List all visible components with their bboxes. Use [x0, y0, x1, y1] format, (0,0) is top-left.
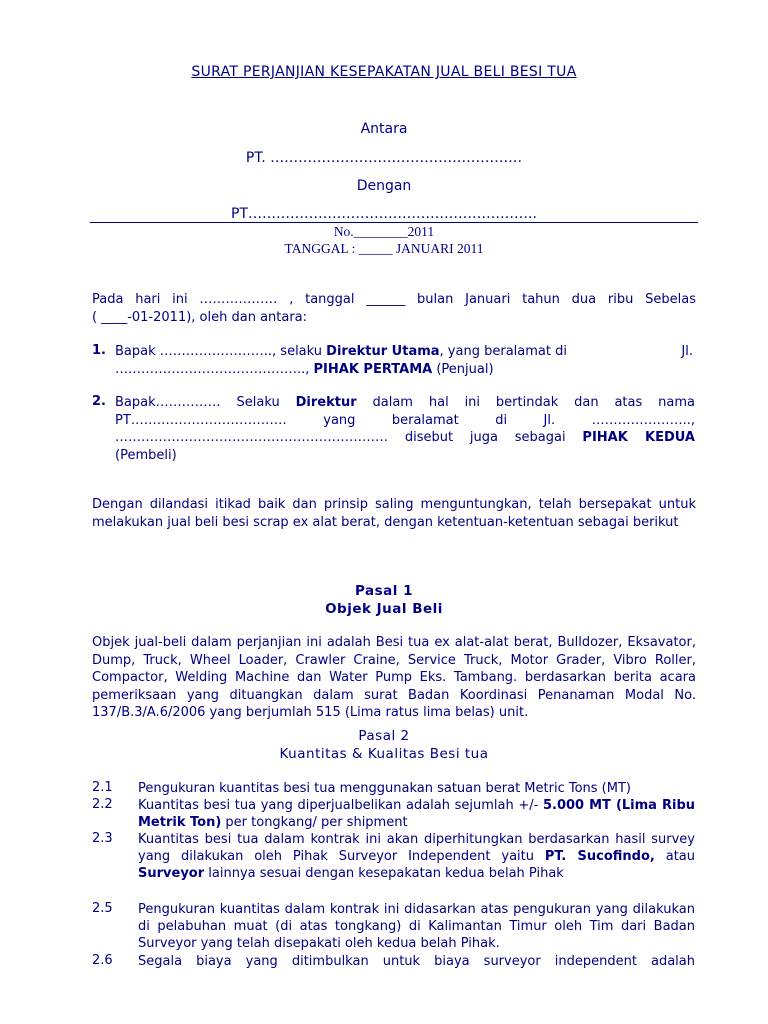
pasal-2-subheading: Kuantitas & Kualitas Besi tua — [279, 746, 489, 762]
party-1-address: …………………………………….., — [115, 361, 314, 377]
party-1-street: Jl. — [681, 344, 693, 359]
clause-2-2-part-a: Kuantitas besi tua yang diperjualbelikan adalah sejumlah +/- — [138, 798, 543, 813]
clause-2-3-number: 2.3 — [92, 831, 113, 846]
party-1-name: Bapak …………………….., selaku — [115, 344, 327, 359]
party-1-designation: PIHAK PERTAMA — [313, 361, 433, 377]
antara-label: Antara — [360, 121, 408, 137]
clause-2-2-text — [138, 797, 695, 831]
clause-2-2-quantity: 5.000 MT (Lima Ribu Metrik Ton) — [138, 798, 696, 830]
clause-2-6-text: Segala biaya yang ditimbulkan untuk biaya surveyor independent adalah — [138, 954, 695, 969]
first-party-pt: PT. ……………………………………………… — [245, 150, 523, 166]
dengan-label: Dengan — [356, 178, 412, 194]
second-party-pt: PT…………………………………………………….. — [231, 206, 537, 222]
party-2-designation: PIHAK KEDUA — [582, 430, 695, 445]
clause-2-3-part-a: Kuantitas besi tua dalam kontrak ini akan diperhitungkan berdasarkan hasil survey yang dilakukan oleh Pihak Surveyor Independent yaitu — [138, 832, 695, 864]
party-1-type: (Penjual) — [432, 361, 494, 377]
party-2-type: (Pembeli) — [115, 447, 177, 463]
clause-2-2-number: 2.2 — [92, 797, 113, 812]
party-2-role: Direktur — [295, 395, 357, 410]
clause-2-6-number: 2.6 — [92, 953, 113, 968]
document-title: SURAT PERJANJIAN KESEPAKATAN JUAL BELI BESI TUA — [191, 64, 577, 80]
clause-2-1-text: Pengukuran kuantitas besi tua menggunakan satuan berat Metric Tons (MT) — [138, 781, 631, 796]
party-2-name: Bapak…………… Selaku — [115, 395, 296, 410]
pasal-1-heading: Pasal 1 — [354, 583, 413, 599]
clause-2-3-text — [138, 831, 695, 882]
clause-2-1-number: 2.1 — [92, 780, 113, 795]
party-2-details: dalam hal ini bertindak dan atas nama PT……………………………… yang beralamat di Jl. ………………….., ……………………………………………………… disebut juga sebagai — [115, 395, 695, 445]
clause-2-3-company: PT. Sucofindo, — [544, 849, 655, 864]
party-1-line-2 — [115, 361, 695, 379]
clause-2-5-number: 2.5 — [92, 901, 113, 916]
pasal-1-body: Objek jual-beli dalam perjanjian ini adalah Besi tua ex alat-alat berat, Bulldozer, Eksavator, Dump, Truck, Wheel Loader, Crawler Craine, Service Truck, Motor Grader, Vibro Roller, Compactor, Welding Machine dan Water Pump Eks. Tambang. berdasarkan berita acara pemeriksaan yang dituangkan dalam surat Badan Koordinasi Penanaman Modal No. 137/B.3/A.6/2006 yang berjumlah 515 (Lima ratus lima belas) unit. — [92, 635, 696, 720]
clause-2-3-part-c: atau — [654, 849, 695, 864]
party-1-address-label: , yang beralamat di — [439, 344, 567, 359]
party-1-line-1 — [115, 343, 695, 361]
party-1-number: 1. — [92, 343, 106, 358]
party-2-text — [115, 394, 695, 464]
opening-line-2: ( ____-01-2011), oleh dan antara: — [92, 310, 308, 325]
intro-paragraph: Dengan dilandasi itikad baik dan prinsip saling menguntungkan, telah bersepakat untuk melakukan jual beli besi scrap ex alat berat, dengan ketentuan-ketentuan sebagai berikut — [92, 497, 696, 530]
clause-2-5-text: Pengukuran kuantitas dalam kontrak ini didasarkan atas pengukuran yang dilakukan di pelabuhan muat (di atas tongkang) di Kalimantan Timur oleh Tim dari Badan Surveyor yang telah disepakati oleh kedua belah Pihak. — [138, 902, 695, 951]
header-divider — [90, 222, 698, 223]
pasal-1-subheading: Objek Jual Beli — [325, 601, 443, 617]
pasal-2-heading: Pasal 2 — [358, 728, 410, 744]
opening-line-1: Pada hari ini ……………… , tanggal ______ bulan Januari tahun dua ribu Sebelas — [92, 292, 696, 307]
document-date: TANGGAL : _____ JANUARI 2011 — [284, 241, 484, 256]
clause-2-2-part-c: per tongkang/ per shipment — [221, 815, 408, 830]
party-2-number: 2. — [92, 394, 106, 409]
party-1-text — [115, 343, 695, 378]
party-1-role: Direktur Utama — [326, 344, 440, 359]
clause-2-3-surveyor: Surveyor — [138, 866, 205, 881]
document-number: No.________2011 — [333, 224, 435, 239]
clause-2-3-part-e: lainnya sesuai dengan kesepakatan kedua belah Pihak — [204, 866, 564, 881]
